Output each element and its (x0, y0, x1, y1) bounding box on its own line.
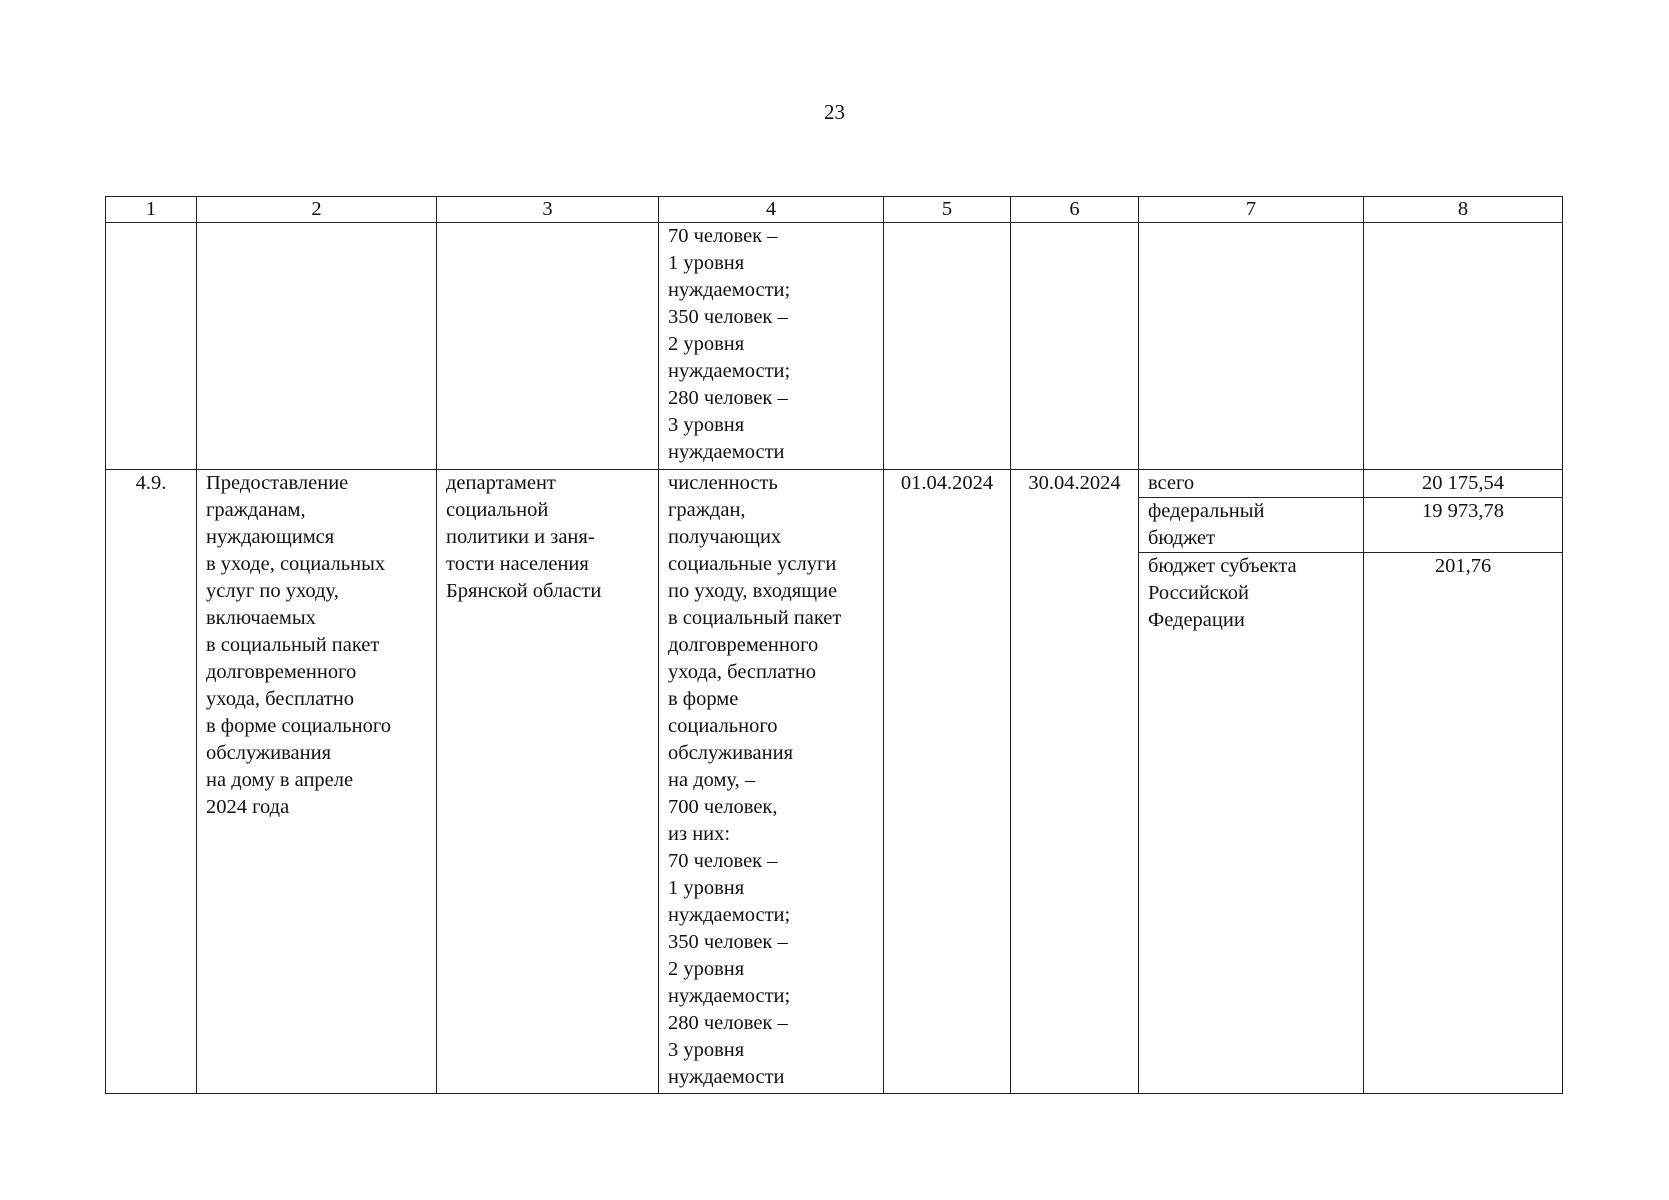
funding-source-total: всего (1139, 470, 1364, 498)
funding-amount-total: 20 175,54 (1364, 470, 1563, 498)
end-date-cell: 30.04.2024 (1011, 470, 1139, 1094)
indicator-cell: численность граждан, получающих социальные услуги по уходу, входящие в социальный пакет долговременного ухода, бесплатно в форме социального обслуживания на дому, – 700 человек, из них: 70 человек – 1 уровня нуждаемости; 350 человек – 2 уровня нуждаемости; 280 человек – 3 уровня нуждаемости (659, 470, 884, 1094)
table-row-continuation (106, 223, 1563, 470)
cell-empty (437, 223, 659, 470)
header-col-7: 7 (1139, 197, 1364, 223)
cell-empty (1139, 223, 1364, 470)
cell-empty (884, 223, 1011, 470)
start-date-cell: 01.04.2024 (884, 470, 1011, 1094)
header-col-2: 2 (197, 197, 437, 223)
funding-source-regional: бюджет субъекта Российской Федерации (1139, 553, 1364, 1094)
cell-empty (1011, 223, 1139, 470)
cell-empty (106, 223, 197, 470)
executor-cell: департамент социальной политики и заня- тости населения Брянской области (437, 470, 659, 1094)
row-number-cell: 4.9. (106, 470, 197, 1094)
table-row-4-9 (106, 470, 1563, 498)
funding-amount-regional: 201,76 (1364, 553, 1563, 1094)
measure-name-cell: Предоставление гражданам, нуждающимся в уходе, социальных услуг по уходу, включаемых в социальный пакет долговременного ухода, бесплатно в форме социального обслуживания на дому в апреле 2024 года (197, 470, 437, 1094)
header-col-8: 8 (1364, 197, 1563, 223)
header-col-6: 6 (1011, 197, 1139, 223)
funding-amount-federal: 19 973,78 (1364, 498, 1563, 553)
header-col-1: 1 (106, 197, 197, 223)
header-col-4: 4 (659, 197, 884, 223)
page-number: 23 (824, 100, 845, 124)
table-header-row (106, 197, 1563, 223)
funding-source-federal: федеральный бюджет (1139, 498, 1364, 553)
funding-table (105, 196, 1563, 1094)
header-col-3: 3 (437, 197, 659, 223)
cell-empty (1364, 223, 1563, 470)
header-col-5: 5 (884, 197, 1011, 223)
continuation-indicator-cell: 70 человек – 1 уровня нуждаемости; 350 человек – 2 уровня нуждаемости; 280 человек – 3 уровня нуждаемости (659, 223, 884, 470)
cell-empty (197, 223, 437, 470)
